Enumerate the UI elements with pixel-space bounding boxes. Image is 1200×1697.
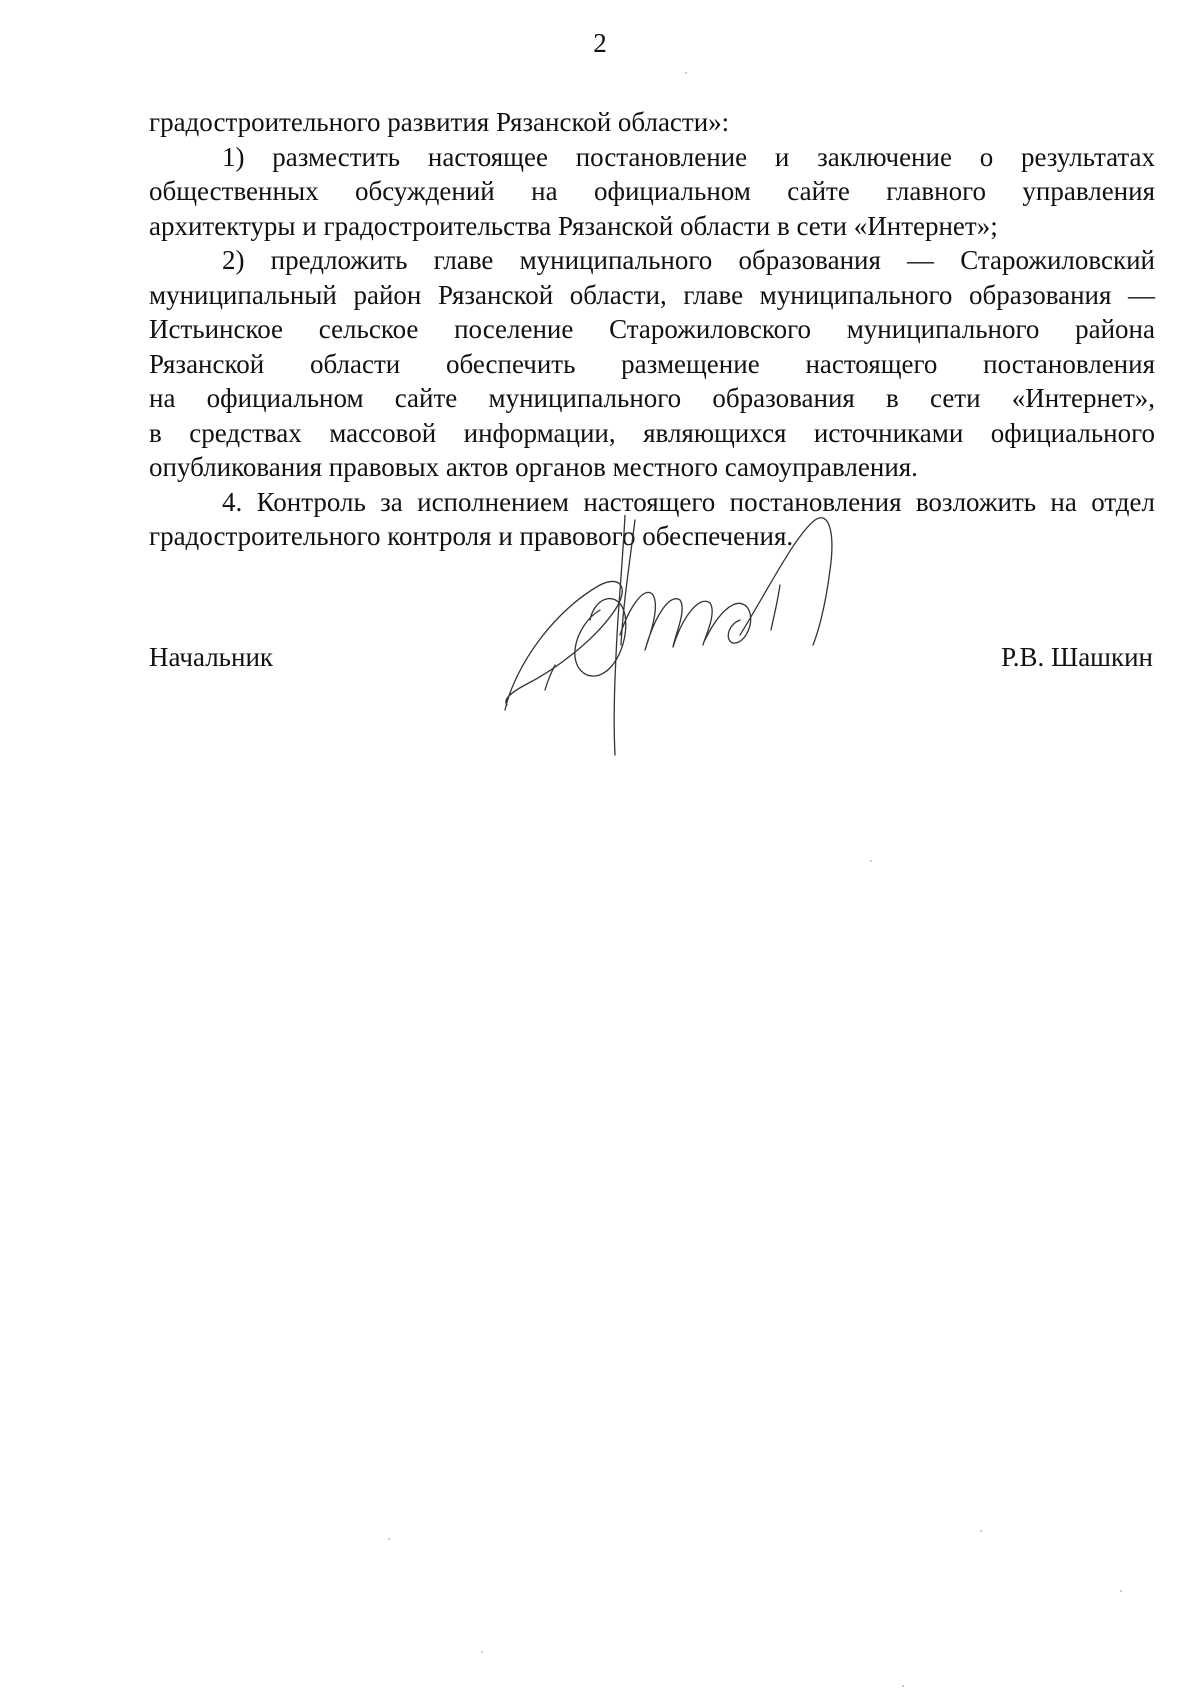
- text-line: в средствах массовой информации, являющихся источниками официального: [149, 417, 1155, 448]
- signer-name: Р.В. Шашкин: [1001, 642, 1153, 672]
- document-body: [149, 105, 1155, 554]
- signer-position: Начальник: [149, 642, 274, 672]
- text-line: муниципальный район Рязанской области, главе муниципального образования —: [149, 279, 1155, 310]
- text-line: Рязанской области обеспечить размещение настоящего постановления: [149, 348, 1155, 379]
- text-line: опубликования правовых актов органов местного самоуправления.: [149, 452, 918, 482]
- scan-speck: [870, 860, 872, 862]
- scan-speck: [481, 1651, 483, 1653]
- paragraph-item-2: [149, 243, 1155, 485]
- text-line: Истьинское сельское поселение Старожиловского муниципального района: [149, 314, 1155, 344]
- text-line: градостроительного контроля и правового обеспечения.: [149, 521, 794, 551]
- paragraph-continuation: [149, 105, 1155, 140]
- text-line: 2) предложить главе муниципального образования — Старожиловский: [222, 245, 1155, 275]
- text-line: 1) разместить настоящее постановление и заключение о результатах: [222, 141, 1155, 172]
- scan-speck: [980, 1530, 982, 1532]
- scan-speck: [1120, 1590, 1122, 1592]
- page-number: 2: [593, 28, 607, 58]
- scan-speck: [388, 1538, 390, 1540]
- handwritten-signature-icon: [495, 515, 925, 760]
- text-line: архитектуры и градостроительства Рязанской области в сети «Интернет»;: [149, 210, 998, 241]
- scan-speck: [902, 1685, 904, 1687]
- text-line: 4. Контроль за исполнением настоящего постановления возложить на отдел: [222, 486, 1155, 517]
- paragraph-item-1: [149, 140, 1155, 244]
- scan-speck: [685, 72, 687, 74]
- text-line: на официальном сайте муниципального образования в сети «Интернет»,: [149, 383, 1155, 413]
- text-line: общественных обсуждений на официальном сайте главного управления: [149, 176, 1155, 206]
- text-line: градостроительного развития Рязанской области»:: [149, 107, 730, 137]
